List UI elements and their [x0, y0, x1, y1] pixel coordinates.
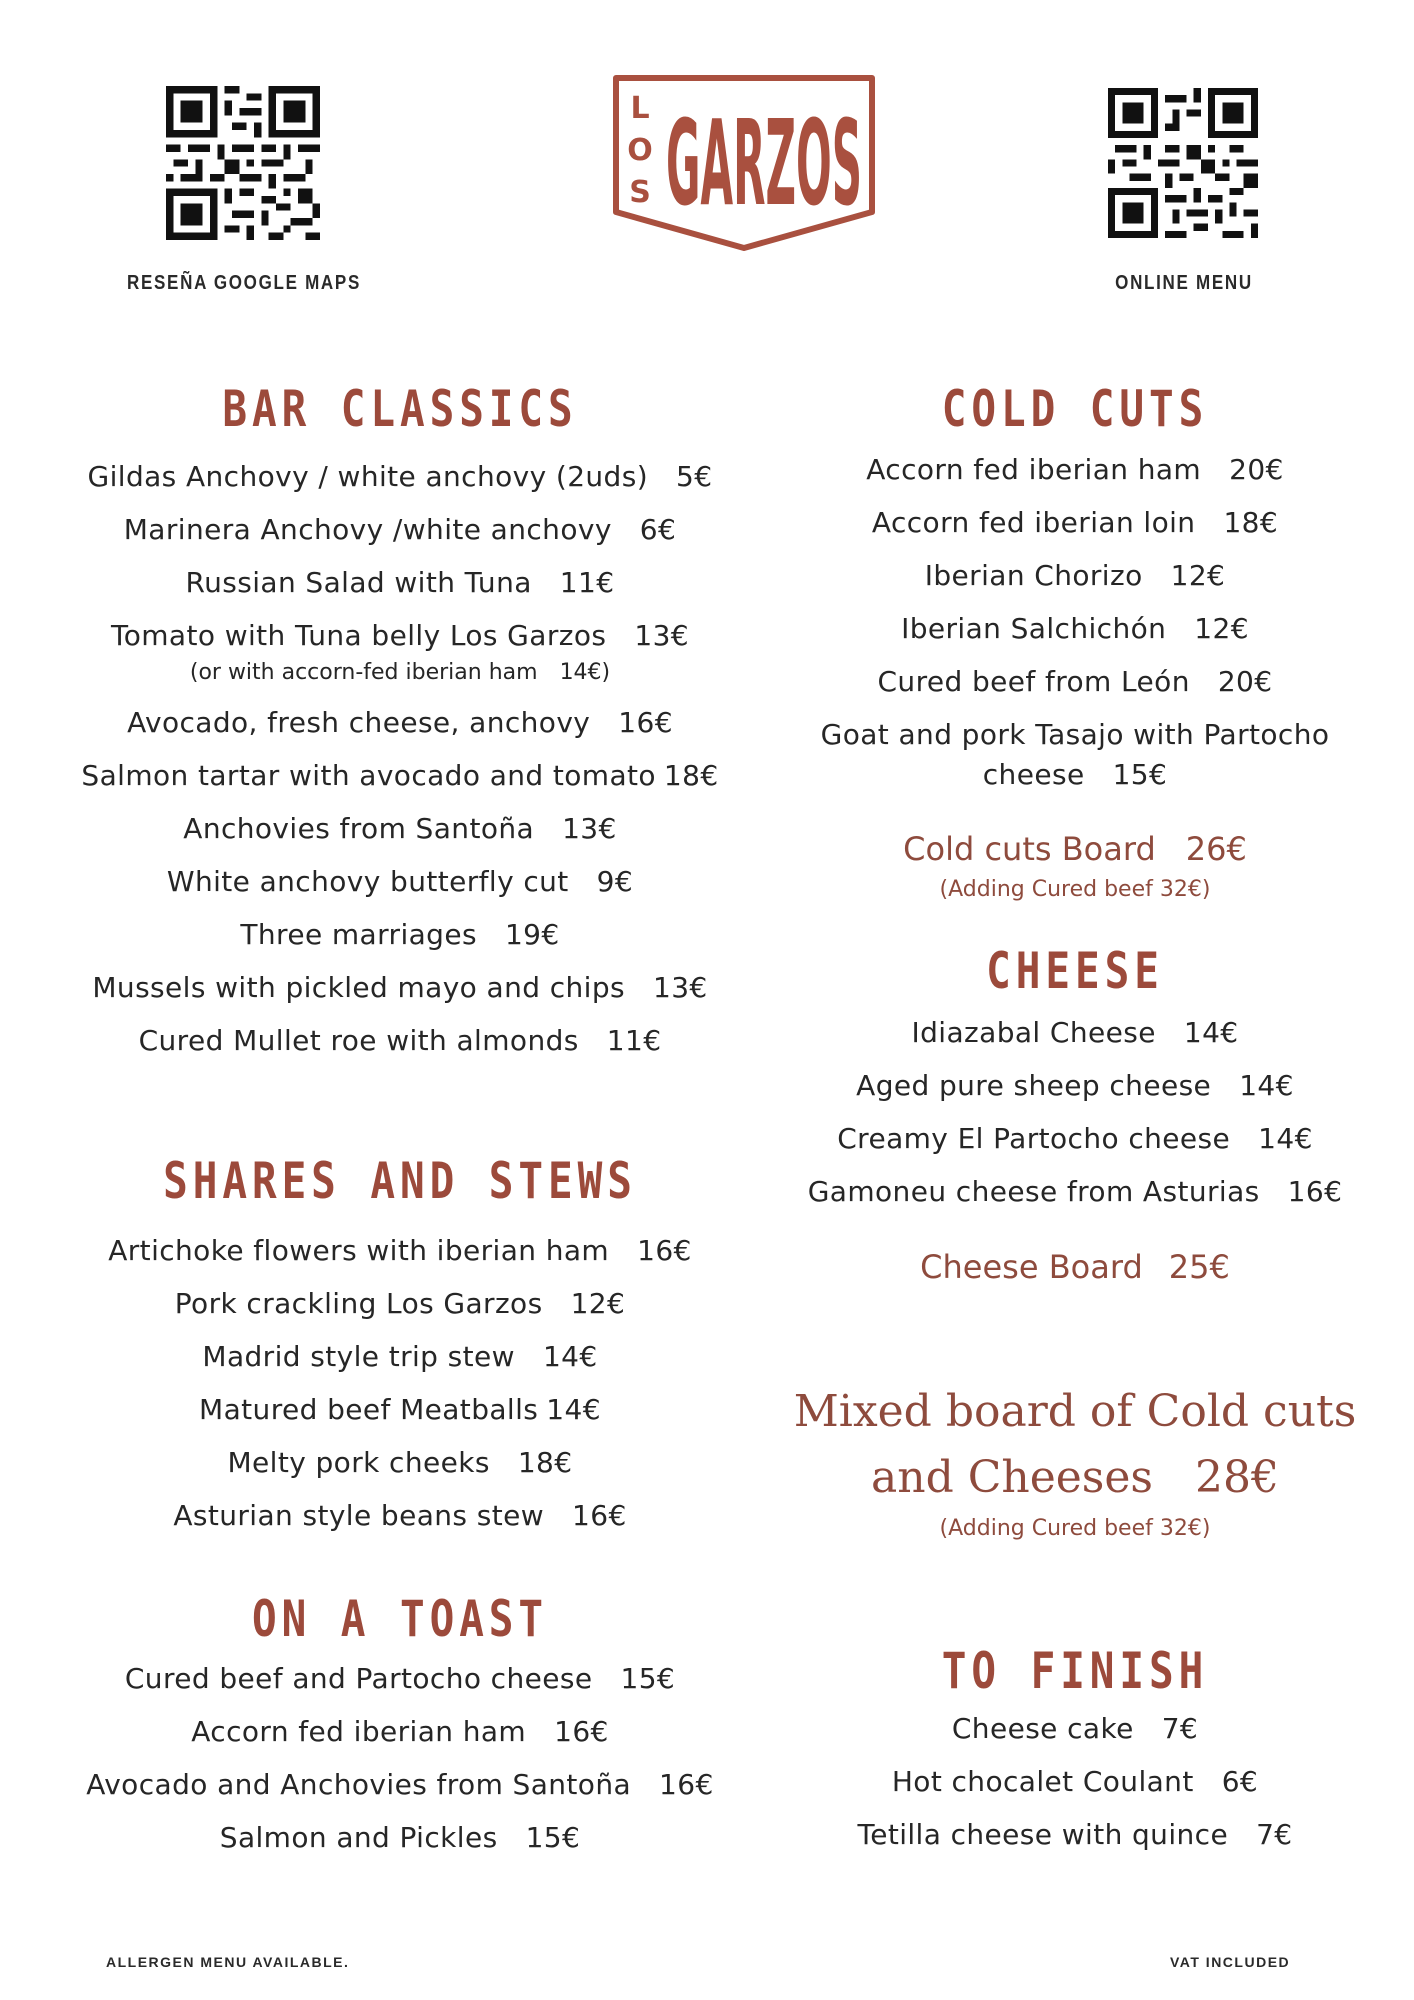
menu-item: Cheese cake 7€	[951, 1712, 1199, 1745]
qr-left-caption: RESEÑA GOOGLE MAPS	[126, 272, 361, 294]
cheese-title: CHEESE	[986, 942, 1164, 1000]
menu-item: Mussels with pickled mayo and chips 13€	[92, 971, 708, 1004]
shares-and-stews-title: SHARES AND STEWS	[163, 1152, 637, 1210]
menu-item: Salmon tartar with avocado and tomato 18€	[81, 759, 719, 792]
to-finish-title: TO FINISH	[941, 1642, 1209, 1700]
menu-item: Iberian Chorizo 12€	[924, 559, 1226, 592]
menu-item: Marinera Anchovy /white anchovy 6€	[123, 513, 677, 546]
menu-item: Avocado, fresh cheese, anchovy 16€	[127, 706, 673, 739]
menu-item: Artichoke flowers with iberian ham 16€	[108, 1234, 692, 1267]
cold-cuts-board: Cold cuts Board 26€	[903, 830, 1247, 868]
svg-text:L: L	[630, 91, 650, 126]
vat-note: VAT INCLUDED	[1170, 1954, 1291, 1970]
online-menu-qr-code[interactable]	[1108, 88, 1258, 238]
menu-item: Hot chocalet Coulant 6€	[891, 1765, 1259, 1798]
menu-item: Avocado and Anchovies from Santoña 16€	[86, 1768, 714, 1801]
on-a-toast-title: ON A TOAST	[251, 1590, 549, 1648]
menu-item: Tetilla cheese with quince 7€	[857, 1818, 1293, 1851]
cheese-board: Cheese Board 25€	[920, 1248, 1230, 1286]
cold-cuts-board-note: (Adding Cured beef 32€)	[939, 877, 1211, 902]
bar-classics-title: BAR CLASSICS	[222, 380, 578, 438]
menu-item: Goat and pork Tasajo with Partocho	[820, 718, 1330, 751]
cold-cuts-title: COLD CUTS	[941, 380, 1209, 438]
menu-item: cheese 15€	[982, 758, 1168, 791]
menu-item-note: (or with accorn-fed iberian ham 14€)	[189, 660, 611, 685]
menu-item: Cured Mullet roe with almonds 11€	[138, 1024, 662, 1057]
menu-item: Russian Salad with Tuna 11€	[185, 566, 615, 599]
mixed-board-line1: Mixed board of Cold cuts	[793, 1386, 1357, 1437]
menu-item: Three marriages 19€	[240, 918, 560, 951]
menu-item: Asturian style beans stew 16€	[173, 1499, 627, 1532]
los-garzos-logo	[610, 72, 878, 254]
menu-item: Creamy El Partocho cheese 14€	[837, 1122, 1313, 1155]
menu-item: Gildas Anchovy / white anchovy (2uds) 5€	[87, 460, 713, 493]
google-maps-qr-code[interactable]	[166, 86, 320, 240]
mixed-board-line2: and Cheeses 28€	[871, 1452, 1279, 1503]
menu-item: Accorn fed iberian ham 16€	[191, 1715, 609, 1748]
menu-item: Accorn fed iberian ham 20€	[866, 453, 1284, 486]
menu-item: Matured beef Meatballs 14€	[199, 1393, 601, 1426]
menu-item: Tomato with Tuna belly Los Garzos 13€	[110, 619, 690, 652]
menu-item: White anchovy butterfly cut 9€	[166, 865, 634, 898]
menu-item: Cured beef from León 20€	[877, 665, 1273, 698]
svg-text:S: S	[629, 175, 651, 210]
allergen-note: ALLERGEN MENU AVAILABLE.	[106, 1954, 350, 1970]
menu-item: Melty pork cheeks 18€	[227, 1446, 573, 1479]
menu-item: Salmon and Pickles 15€	[219, 1821, 581, 1854]
menu-item: Cured beef and Partocho cheese 15€	[124, 1662, 676, 1695]
qr-right-caption: ONLINE MENU	[1115, 272, 1253, 294]
menu-item: Pork crackling Los Garzos 12€	[174, 1287, 626, 1320]
menu-item: Idiazabal Cheese 14€	[911, 1016, 1239, 1049]
menu-item: Iberian Salchichón 12€	[901, 612, 1249, 645]
menu-item: Madrid style trip stew 14€	[202, 1340, 598, 1373]
menu-item: Accorn fed iberian loin 18€	[871, 506, 1279, 539]
menu-item: Gamoneu cheese from Asturias 16€	[807, 1175, 1343, 1208]
menu-item: Aged pure sheep cheese 14€	[856, 1069, 1294, 1102]
mixed-board-note: (Adding Cured beef 32€)	[939, 1516, 1211, 1541]
svg-text:GARZOS: GARZOS	[666, 94, 862, 232]
menu-item: Anchovies from Santoña 13€	[183, 812, 617, 845]
svg-text:O: O	[627, 133, 653, 168]
